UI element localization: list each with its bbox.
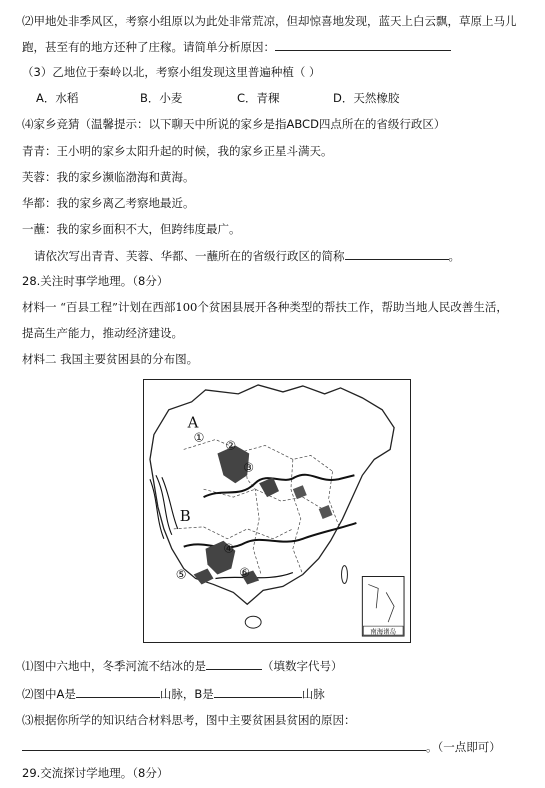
answer-blank-a[interactable]: [76, 685, 160, 698]
poverty-region: [194, 569, 214, 585]
question-4-period: 。: [448, 249, 460, 263]
marker-5: ⑤: [175, 567, 187, 582]
marker-4: ④: [223, 541, 235, 556]
material-1-line-2: 提高生产能力，推动经济建设。: [22, 326, 183, 340]
option-a: A．水稻: [36, 91, 79, 105]
question-2-prompt: 跑，甚至有的地方还种了庄稼。请简单分析原因：: [22, 40, 275, 54]
poverty-region: [319, 505, 333, 519]
text-line-1: ⑵甲地处非季风区，考察小组原以为此处非常荒凉，但却惊喜地发现，蓝天上白云飘，草原上马儿: [22, 14, 517, 28]
province-border: [184, 440, 333, 475]
option-d: D．天然橡胶: [333, 91, 400, 105]
question-2: [22, 685, 325, 702]
inset-label: 南海诸岛: [370, 627, 397, 636]
chat-yizhan: 一蘸：我的家乡面积不大，但跨纬度最广。: [22, 222, 241, 236]
question-4-prompt: [34, 247, 460, 264]
marker-2: ②: [225, 438, 237, 453]
question-1-hint: （填数字代号）: [262, 659, 343, 673]
question-4-text: ⑷家乡竞猜（温馨提示：以下聊天中所说的家乡是指ABCD四点所在的省级行政区）: [22, 117, 446, 131]
national-border: [150, 385, 394, 604]
chat-huadu: 华都：我的家乡离乙考察地最近。: [22, 196, 195, 210]
china-map-svg: [144, 380, 410, 642]
poverty-region: [293, 485, 307, 499]
map-label-a: A: [187, 413, 199, 432]
question-4-prompt-text: 请依次写出青青、芙蓉、华都、一蘸所在的省级行政区的简称: [34, 249, 345, 263]
material-2-caption: 材料二 我国主要贫困县的分布图。: [22, 352, 199, 366]
text-line-2: [22, 38, 451, 55]
province-border: [174, 527, 293, 539]
question-29-title: 29.交流探讨学地理。（8分）: [22, 766, 169, 780]
taiwan-island: [342, 566, 348, 584]
hainan-island: [245, 616, 261, 628]
marker-6: ⑥: [239, 565, 250, 580]
answer-blank-2[interactable]: [275, 38, 451, 51]
marker-1: ①: [193, 430, 205, 445]
option-b: B．小麦: [140, 91, 183, 105]
question-3: ⑶根据你所学的知识结合材料思考，图中主要贫困县贫困的原因：: [22, 713, 356, 727]
answer-blank-q3[interactable]: [22, 738, 426, 751]
question-3-text: （3）乙地位于秦岭以北，考察小组发现这里普遍种植（ ）: [22, 65, 321, 79]
map-label-b: B: [179, 506, 191, 525]
question-2-text-c: 山脉: [301, 687, 325, 701]
chat-furong: 芙蓉：我的家乡濒临渤海和黄海。: [22, 170, 195, 184]
question-2-text-a: ⑵图中A是: [22, 687, 76, 701]
answer-blank-4[interactable]: [345, 247, 449, 260]
poverty-region: [259, 477, 279, 497]
marker-3: ③: [243, 460, 254, 475]
question-1-text: ⑴图中六地中，冬季河流不结冰的是: [22, 659, 206, 673]
material-1-line-1: 材料一 “百县工程”计划在西部100个贫困县展开各种类型的帮扶工作，帮助当地人民改善生活，: [22, 300, 508, 314]
chat-qingqing: 青青：王小明的家乡太阳升起的时候，我的家乡正星斗满天。: [22, 144, 333, 158]
poverty-county-map: [143, 379, 411, 643]
yangtze-river: [184, 523, 357, 547]
question-3-hint: 。（一点即可）: [426, 740, 501, 754]
question-3-answer: [22, 738, 501, 755]
question-2-text-b: 山脉，B是: [159, 687, 214, 701]
option-c: C．青稞: [237, 91, 280, 105]
question-1: [22, 657, 343, 674]
answer-blank-b[interactable]: [214, 685, 302, 698]
question-28-title: 28.关注时事学地理。（8分）: [22, 274, 169, 288]
answer-blank-q1[interactable]: [206, 657, 262, 670]
